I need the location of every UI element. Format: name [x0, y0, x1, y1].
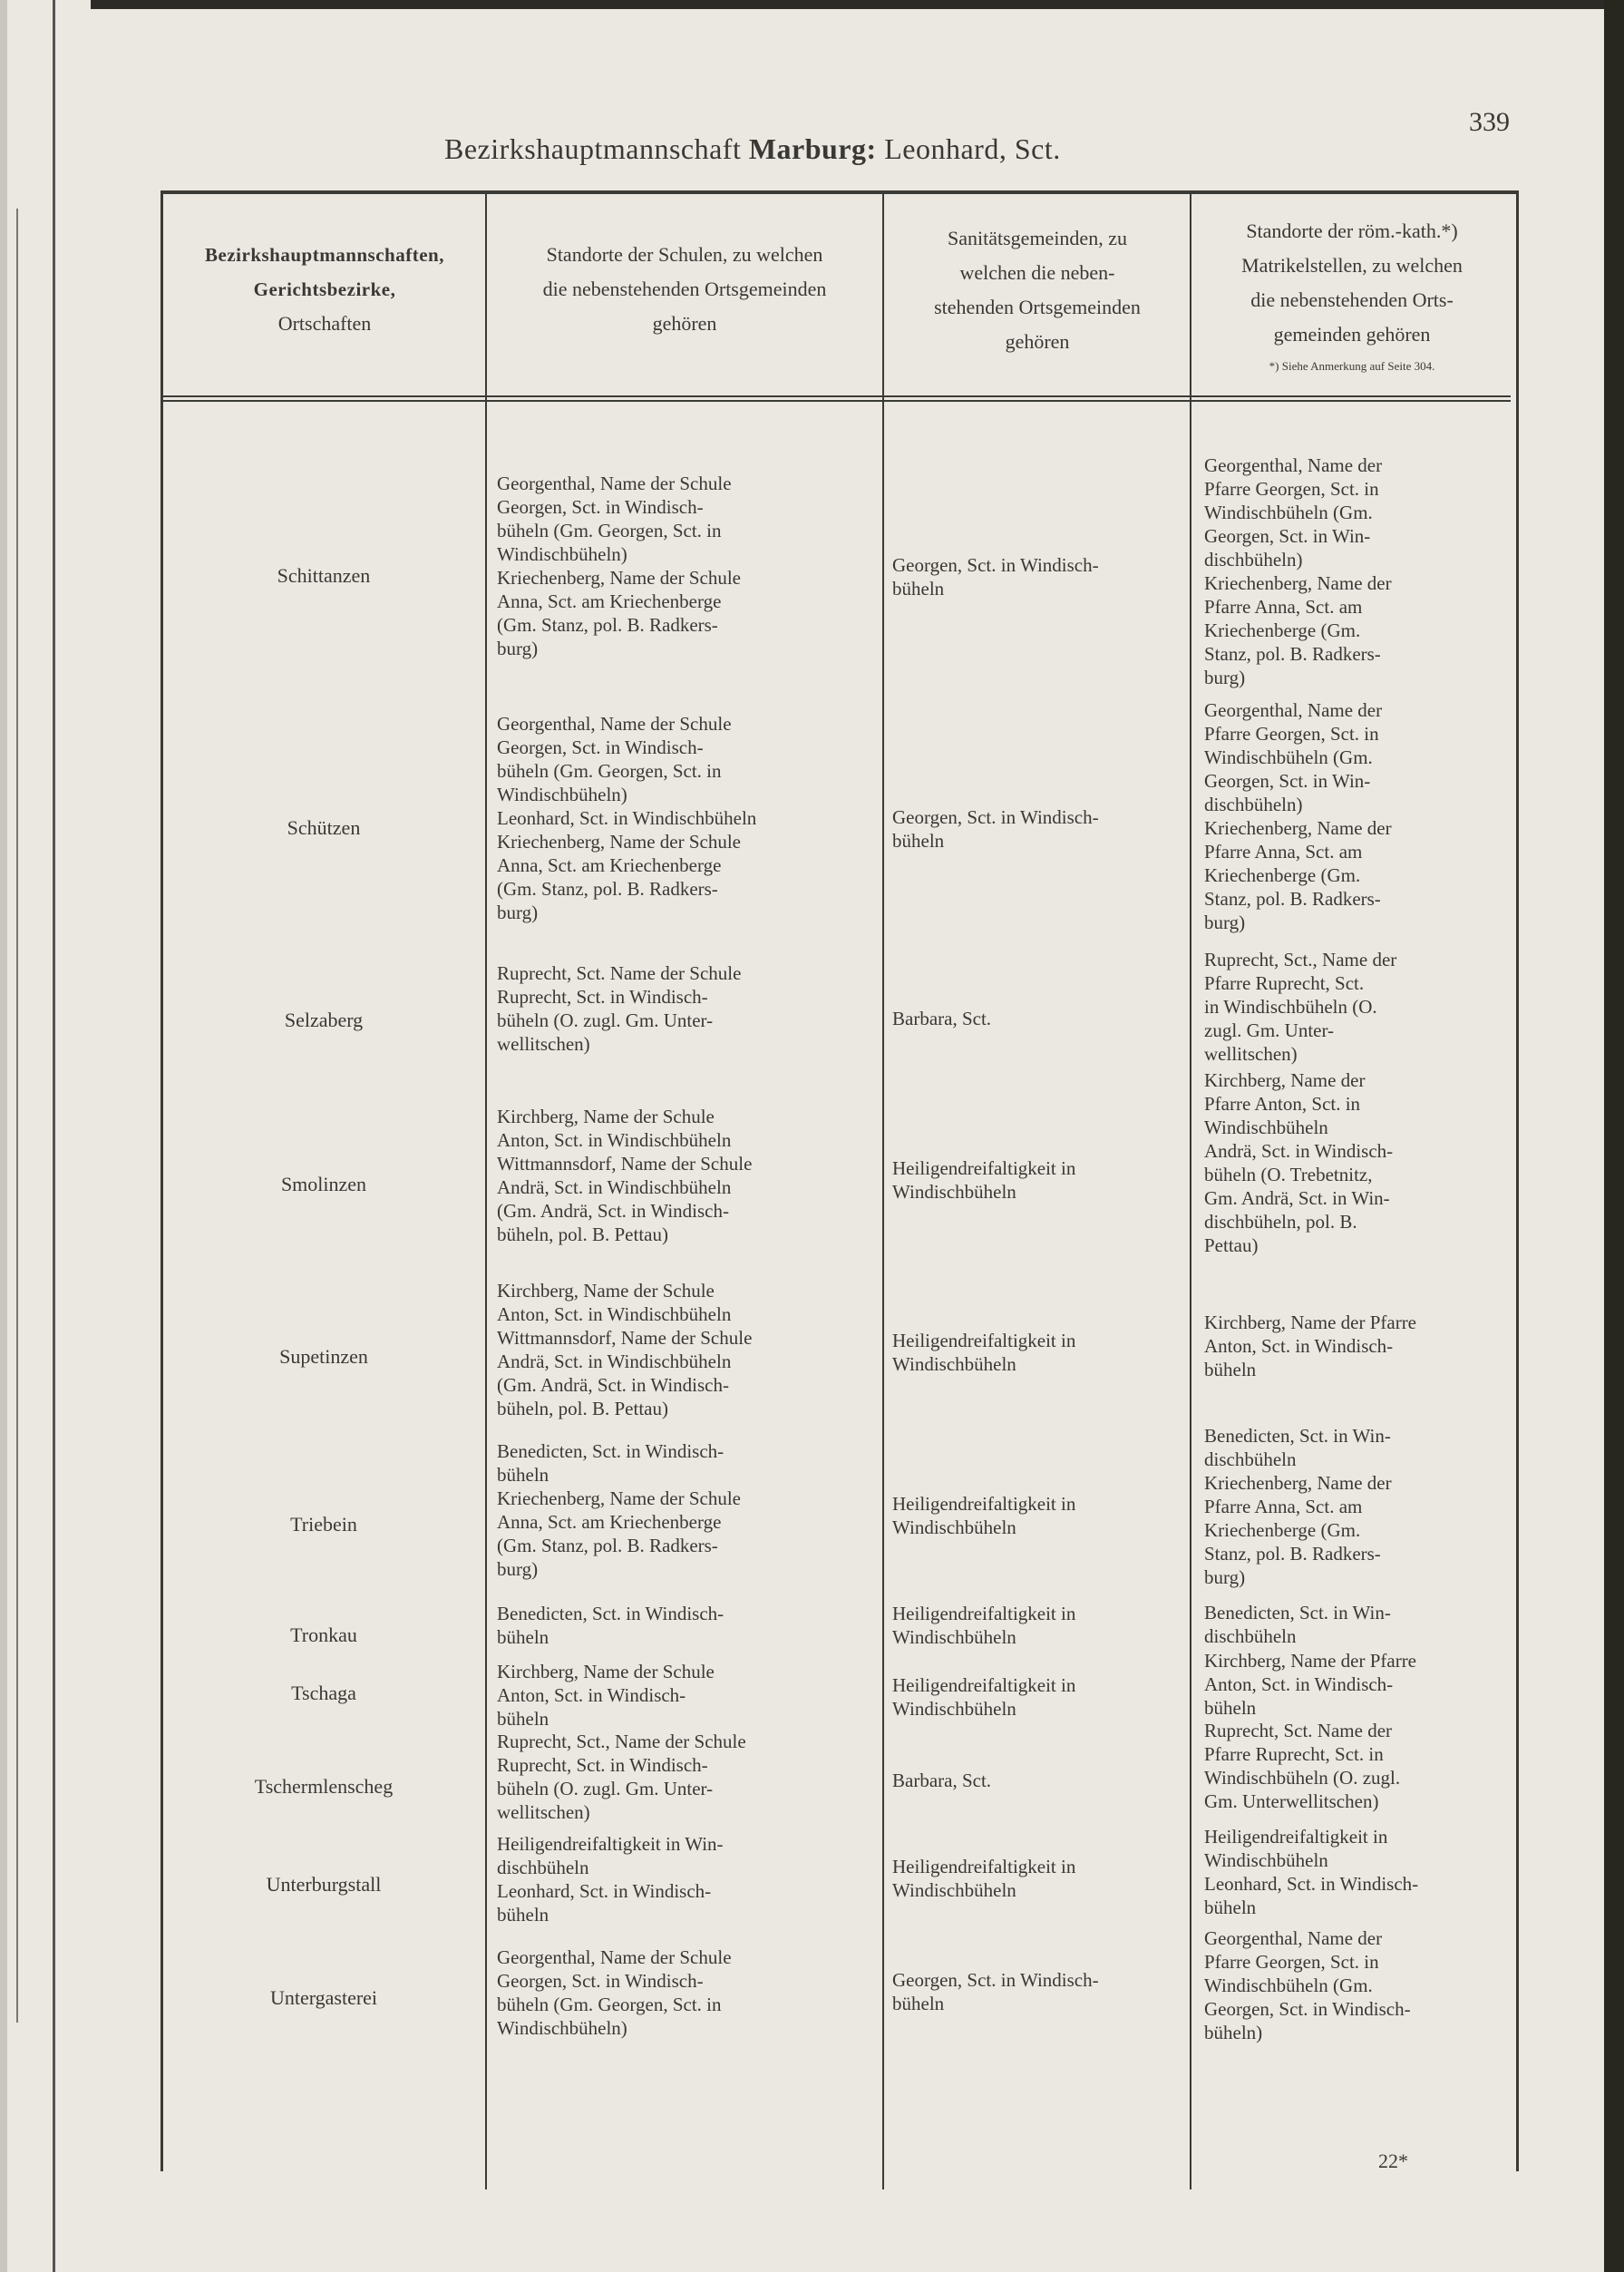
entry-line: Windischbüheln [1204, 1116, 1328, 1138]
entry-line: büheln [1204, 1359, 1257, 1380]
entry-line: büheln (O. Trebetnitz, [1204, 1164, 1373, 1185]
entry-line: Ruprecht, Sct. Name der [1204, 1720, 1393, 1741]
header-line: gehören [652, 312, 717, 335]
entry-line: (Gm. Stanz, pol. B. Radkers- [497, 614, 718, 636]
header-col-places [165, 238, 484, 341]
matrikel-entry [1204, 1068, 1502, 1257]
school-entry [497, 1105, 869, 1246]
entry-line: Barbara, Sct. [892, 1008, 992, 1029]
entry-line: (Gm. Andrä, Sct. in Windisch- [497, 1374, 729, 1396]
entry-line: Kirchberg, Name der Pfarre [1204, 1650, 1417, 1672]
entry-line: Pfarre Anna, Sct. am [1204, 841, 1363, 863]
entry-line: Windischbüheln [1204, 1849, 1328, 1871]
sanitary-entry [892, 1673, 1173, 1721]
entry-line: Gm. Unterwellitschen) [1204, 1790, 1379, 1812]
scan-edge-left [0, 0, 7, 2272]
school-entry [497, 712, 869, 924]
entry-line: Stanz, pol. B. Radkers- [1204, 888, 1381, 910]
matrikel-entry [1204, 1424, 1502, 1589]
entry-line: büheln [892, 1993, 945, 2014]
entry-line: Windischbüheln (Gm. [1204, 1975, 1373, 1996]
header-line: Standorte der röm.-kath.*) [1246, 219, 1458, 242]
sanitary-entry [892, 1156, 1173, 1204]
entry-line: Kriechenberge (Gm. [1204, 1519, 1361, 1541]
entry-line: Heiligendreifaltigkeit in [892, 1493, 1076, 1515]
matrikel-entry [1204, 1649, 1502, 1720]
entry-line: Anton, Sct. in Windisch- [1204, 1673, 1394, 1695]
entry-line: burg) [1204, 667, 1246, 688]
entry-line: Kirchberg, Name der Schule [497, 1280, 715, 1302]
entry-line: Windischbüheln (O. zugl. [1204, 1767, 1401, 1789]
entry-line: Pfarre Ruprecht, Sct. [1204, 972, 1365, 994]
school-entry [497, 1945, 869, 2040]
entry-line: dischbüheln [1204, 1448, 1297, 1470]
place-name: Supetinzen [279, 1345, 368, 1368]
gutter-line-faint [16, 209, 18, 2023]
entry-line: Ruprecht, Sct. in Windisch- [497, 1754, 708, 1776]
entry-line: Georgen, Sct. in Win- [1204, 770, 1371, 792]
entry-line: Anna, Sct. am Kriechenberge [497, 1511, 722, 1533]
header-col-matrikel [1193, 214, 1511, 375]
header-line: welchen die neben- [959, 261, 1115, 284]
sanitary-entry [892, 1968, 1173, 2015]
entry-line: Heiligendreifaltigkeit in [892, 1157, 1076, 1179]
entry-line: Heiligendreifaltigkeit in [892, 1330, 1076, 1351]
entry-line: büheln [497, 1626, 549, 1648]
header-line: Bezirkshauptmannschaften, [205, 244, 444, 266]
entry-line: Georgenthal, Name der [1204, 454, 1383, 476]
matrikel-entry [1204, 1601, 1502, 1648]
entry-line: wellitschen) [497, 1801, 590, 1823]
header-col-schools [490, 238, 880, 341]
entry-line: Pfarre Ruprecht, Sct. in [1204, 1743, 1384, 1765]
header-line: Gerichtsbezirke, [253, 278, 396, 300]
entry-line: Windischbüheln [892, 1626, 1016, 1648]
entry-line: Anton, Sct. in Windischbüheln [497, 1303, 732, 1325]
entry-line: büheln, pol. B. Pettau) [497, 1398, 668, 1419]
sanitary-entry [892, 1492, 1173, 1539]
entry-line: Pettau) [1204, 1234, 1259, 1256]
entry-line: Anton, Sct. in Windisch- [1204, 1335, 1394, 1357]
header-line: gemeinden gehören [1273, 323, 1431, 346]
entry-line: büheln (O. zugl. Gm. Unter- [497, 1009, 714, 1031]
entry-line: Kirchberg, Name der Schule [497, 1106, 715, 1127]
entry-line: büheln (Gm. Georgen, Sct. in [497, 520, 722, 541]
place-name: Tschermlenscheg [254, 1775, 394, 1798]
entry-line: Ruprecht, Sct., Name der [1204, 949, 1397, 970]
entry-line: in Windischbüheln (O. [1204, 996, 1377, 1018]
entry-line: Windischbüheln [892, 1353, 1016, 1375]
matrikel-entry [1204, 698, 1502, 934]
place-name: Unterburgstall [266, 1873, 382, 1896]
entry-line: Heiligendreifaltigkeit in [892, 1603, 1076, 1624]
column-rule-2 [882, 194, 884, 2189]
entry-line: Georgen, Sct. in Windisch- [892, 1969, 1099, 1991]
entry-line: burg) [1204, 912, 1246, 933]
entry-line: dischbüheln) [1204, 794, 1303, 815]
entry-line: Kriechenberg, Name der [1204, 817, 1392, 839]
entry-line: (Gm. Stanz, pol. B. Radkers- [497, 878, 718, 900]
school-entry [497, 472, 869, 660]
entry-line: dischbüheln [497, 1857, 589, 1878]
entry-line: Leonhard, Sct. in Windisch- [497, 1880, 712, 1902]
entry-line: Heiligendreifaltigkeit in Win- [497, 1833, 724, 1855]
entry-line: Heiligendreifaltigkeit in [892, 1856, 1076, 1877]
entry-line: Kriechenberg, Name der Schule [497, 567, 742, 589]
entry-line: Anna, Sct. am Kriechenberge [497, 854, 722, 876]
entry-line: Leonhard, Sct. in Windischbüheln [497, 807, 757, 829]
header-line: die nebenstehenden Orts- [1250, 288, 1454, 311]
entry-line: Kirchberg, Name der [1204, 1069, 1366, 1091]
sanitary-entry [892, 1007, 1173, 1030]
entry-line: Windischbüheln [892, 1879, 1016, 1901]
entry-line: Windischbüheln) [497, 784, 627, 805]
entry-line: büheln [497, 1904, 549, 1926]
entry-line: Gm. Andrä, Sct. in Win- [1204, 1187, 1390, 1209]
sanitary-entry [892, 1602, 1173, 1649]
place-name: Untergasterei [269, 1986, 378, 2009]
entry-line: Anna, Sct. am Kriechenberge [497, 590, 722, 612]
entry-line: (Gm. Stanz, pol. B. Radkers- [497, 1535, 718, 1556]
sanitary-entry [892, 553, 1173, 600]
place-name: Tronkau [290, 1624, 357, 1646]
column-rule-1 [485, 194, 487, 2189]
place-name: Tschaga [291, 1682, 356, 1704]
entry-line: Anton, Sct. in Windisch- [497, 1684, 686, 1706]
signature-mark: 22* [1378, 2150, 1408, 2172]
header-line: Ortschaften [277, 312, 372, 335]
header-line: die nebenstehenden Ortsgemeinden [542, 278, 827, 300]
entry-line: Barbara, Sct. [892, 1770, 992, 1791]
place-name: Schittanzen [277, 564, 371, 587]
entry-line: Anton, Sct. in Windischbüheln [497, 1129, 732, 1151]
entry-line: Andrä, Sct. in Windisch- [1204, 1140, 1394, 1162]
school-entry [497, 1832, 869, 1926]
entry-line: Kriechenberg, Name der Schule [497, 1487, 742, 1509]
entry-line: Andrä, Sct. in Windischbüheln [497, 1351, 732, 1372]
entry-line: Georgen, Sct. in Windisch- [497, 1970, 704, 1992]
column-rule-3 [1190, 194, 1191, 2189]
scan-edge-right [1604, 0, 1624, 2272]
entry-line: büheln, pol. B. Pettau) [497, 1224, 668, 1245]
entry-line: Windischbüheln) [497, 2017, 627, 2039]
entry-line: büheln [892, 830, 945, 852]
header-line: stehenden Ortsgemeinden [934, 296, 1141, 318]
entry-line: burg) [1204, 1566, 1246, 1588]
sanitary-entry [892, 1855, 1173, 1902]
entry-line: Georgenthal, Name der Schule [497, 1946, 732, 1968]
entry-line: Georgenthal, Name der Schule [497, 713, 732, 735]
entry-line: Windischbüheln (Gm. [1204, 746, 1373, 768]
place-name: Selzaberg [284, 1009, 364, 1031]
place-name: Smolinzen [280, 1173, 367, 1195]
entry-line: Ruprecht, Sct. Name der Schule [497, 962, 742, 984]
entry-line: Pfarre Georgen, Sct. in [1204, 1951, 1379, 1973]
school-entry [497, 1730, 869, 1824]
sanitary-entry [892, 1329, 1173, 1376]
sanitary-entry [892, 1769, 1173, 1792]
header-rule-2 [163, 400, 1511, 402]
school-entry [497, 1439, 869, 1581]
matrikel-entry [1204, 1825, 1502, 1919]
entry-line: Benedicten, Sct. in Windisch- [497, 1603, 724, 1624]
scan-edge-top [91, 0, 1605, 9]
entry-line: Georgenthal, Name der Schule [497, 473, 732, 494]
entry-line: Pfarre Georgen, Sct. in [1204, 723, 1379, 745]
entry-line: Windischbüheln [892, 1516, 1016, 1538]
entry-line: wellitschen) [1204, 1043, 1298, 1065]
entry-line: Kirchberg, Name der Pfarre [1204, 1312, 1417, 1333]
entry-line: Kirchberg, Name der Schule [497, 1661, 715, 1682]
entry-line: Ruprecht, Sct., Name der Schule [497, 1731, 746, 1752]
entry-line: büheln [1204, 1697, 1257, 1719]
entry-line: büheln [892, 578, 945, 600]
entry-line: Kriechenberg, Name der Schule [497, 831, 742, 853]
entry-line: Windischbüheln [892, 1698, 1016, 1720]
entry-line: Leonhard, Sct. in Windisch- [1204, 1873, 1419, 1895]
entry-line: Georgen, Sct. in Win- [1204, 525, 1371, 547]
school-entry [497, 1602, 869, 1649]
entry-line: Georgen, Sct. in Windisch- [497, 496, 704, 518]
entry-line: Kriechenberge (Gm. [1204, 619, 1361, 641]
entry-line: büheln) [1204, 2022, 1263, 2043]
entry-line: Georgen, Sct. in Windisch- [497, 736, 704, 758]
entry-line: büheln [497, 1464, 549, 1486]
entry-line: Windischbüheln [892, 1181, 1016, 1203]
header-col-sanitary [887, 221, 1188, 359]
matrikel-entry [1204, 1719, 1502, 1813]
entry-line: Benedicten, Sct. in Windisch- [497, 1440, 724, 1462]
running-head-prefix: Bezirkshauptmannschaft [444, 132, 749, 165]
entry-line: Georgen, Sct. in Windisch- [892, 806, 1099, 828]
entry-line: Benedicten, Sct. in Win- [1204, 1602, 1391, 1624]
entry-line: Heiligendreifaltigkeit in [892, 1674, 1076, 1696]
entry-line: Pfarre Anna, Sct. am [1204, 1496, 1363, 1517]
entry-line: büheln (O. zugl. Gm. Unter- [497, 1778, 714, 1799]
school-entry [497, 1660, 869, 1731]
entry-line: burg) [497, 902, 539, 923]
matrikel-entry [1204, 1311, 1502, 1381]
entry-line: Windischbüheln) [497, 543, 627, 565]
sanitary-entry [892, 805, 1173, 853]
entry-line: Pfarre Anna, Sct. am [1204, 596, 1363, 618]
entry-line: zugl. Gm. Unter- [1204, 1019, 1335, 1041]
place-name: Schützen [287, 816, 361, 839]
entry-line: Pfarre Georgen, Sct. in [1204, 478, 1379, 500]
page-number: 339 [1469, 107, 1510, 137]
matrikel-entry [1204, 453, 1502, 689]
matrikel-entry [1204, 948, 1502, 1066]
entry-line: Benedicten, Sct. in Win- [1204, 1425, 1391, 1447]
entry-line: dischbüheln, pol. B. [1204, 1211, 1357, 1233]
entry-line: Wittmannsdorf, Name der Schule [497, 1153, 753, 1175]
entry-line: büheln [1204, 1897, 1257, 1918]
entry-line: dischbüheln [1204, 1625, 1297, 1647]
header-line: gehören [1005, 330, 1070, 353]
entry-line: Windischbüheln (Gm. [1204, 502, 1373, 523]
entry-line: Heiligendreifaltigkeit in [1204, 1826, 1388, 1848]
header-line: Matrikelstellen, zu welchen [1241, 254, 1463, 277]
matrikel-entry [1204, 1926, 1502, 2044]
entry-line: Pfarre Anton, Sct. in [1204, 1093, 1361, 1115]
entry-line: büheln (Gm. Georgen, Sct. in [497, 1994, 722, 2015]
running-head [444, 132, 1061, 166]
header-rule-1 [163, 395, 1511, 397]
header-footnote: *) Siehe Anmerkung auf Seite 304. [1269, 359, 1435, 373]
entry-line: dischbüheln) [1204, 549, 1303, 570]
gutter-line [53, 0, 55, 2272]
entry-line: Wittmannsdorf, Name der Schule [497, 1327, 753, 1349]
entry-line: Stanz, pol. B. Radkers- [1204, 643, 1381, 665]
entry-line: Kriechenberge (Gm. [1204, 864, 1361, 886]
header-line: Sanitätsgemeinden, zu [948, 227, 1127, 249]
entry-line: Georgenthal, Name der [1204, 1927, 1383, 1949]
entry-line: (Gm. Andrä, Sct. in Windisch- [497, 1200, 729, 1222]
entry-line: Stanz, pol. B. Radkers- [1204, 1543, 1381, 1565]
entry-line: Georgen, Sct. in Windisch- [892, 554, 1099, 576]
entry-line: büheln (Gm. Georgen, Sct. in [497, 760, 722, 782]
entry-line: büheln [497, 1708, 549, 1730]
entry-line: burg) [497, 638, 539, 659]
entry-line: Ruprecht, Sct. in Windisch- [497, 986, 708, 1008]
entry-line: burg) [497, 1558, 539, 1580]
running-head-district: Marburg: [748, 132, 877, 165]
entry-line: Kriechenberg, Name der [1204, 1472, 1392, 1494]
header-line: Standorte der Schulen, zu welchen [546, 243, 823, 266]
school-entry [497, 961, 869, 1056]
school-entry [497, 1279, 869, 1420]
entry-line: Georgen, Sct. in Windisch- [1204, 1998, 1411, 2020]
entry-line: Georgenthal, Name der [1204, 699, 1383, 721]
entry-line: Andrä, Sct. in Windischbüheln [497, 1176, 732, 1198]
entry-line: wellitschen) [497, 1033, 590, 1055]
running-head-suffix: Leonhard, Sct. [876, 132, 1061, 165]
entry-line: Kriechenberg, Name der [1204, 572, 1392, 594]
place-name: Triebein [290, 1513, 357, 1536]
